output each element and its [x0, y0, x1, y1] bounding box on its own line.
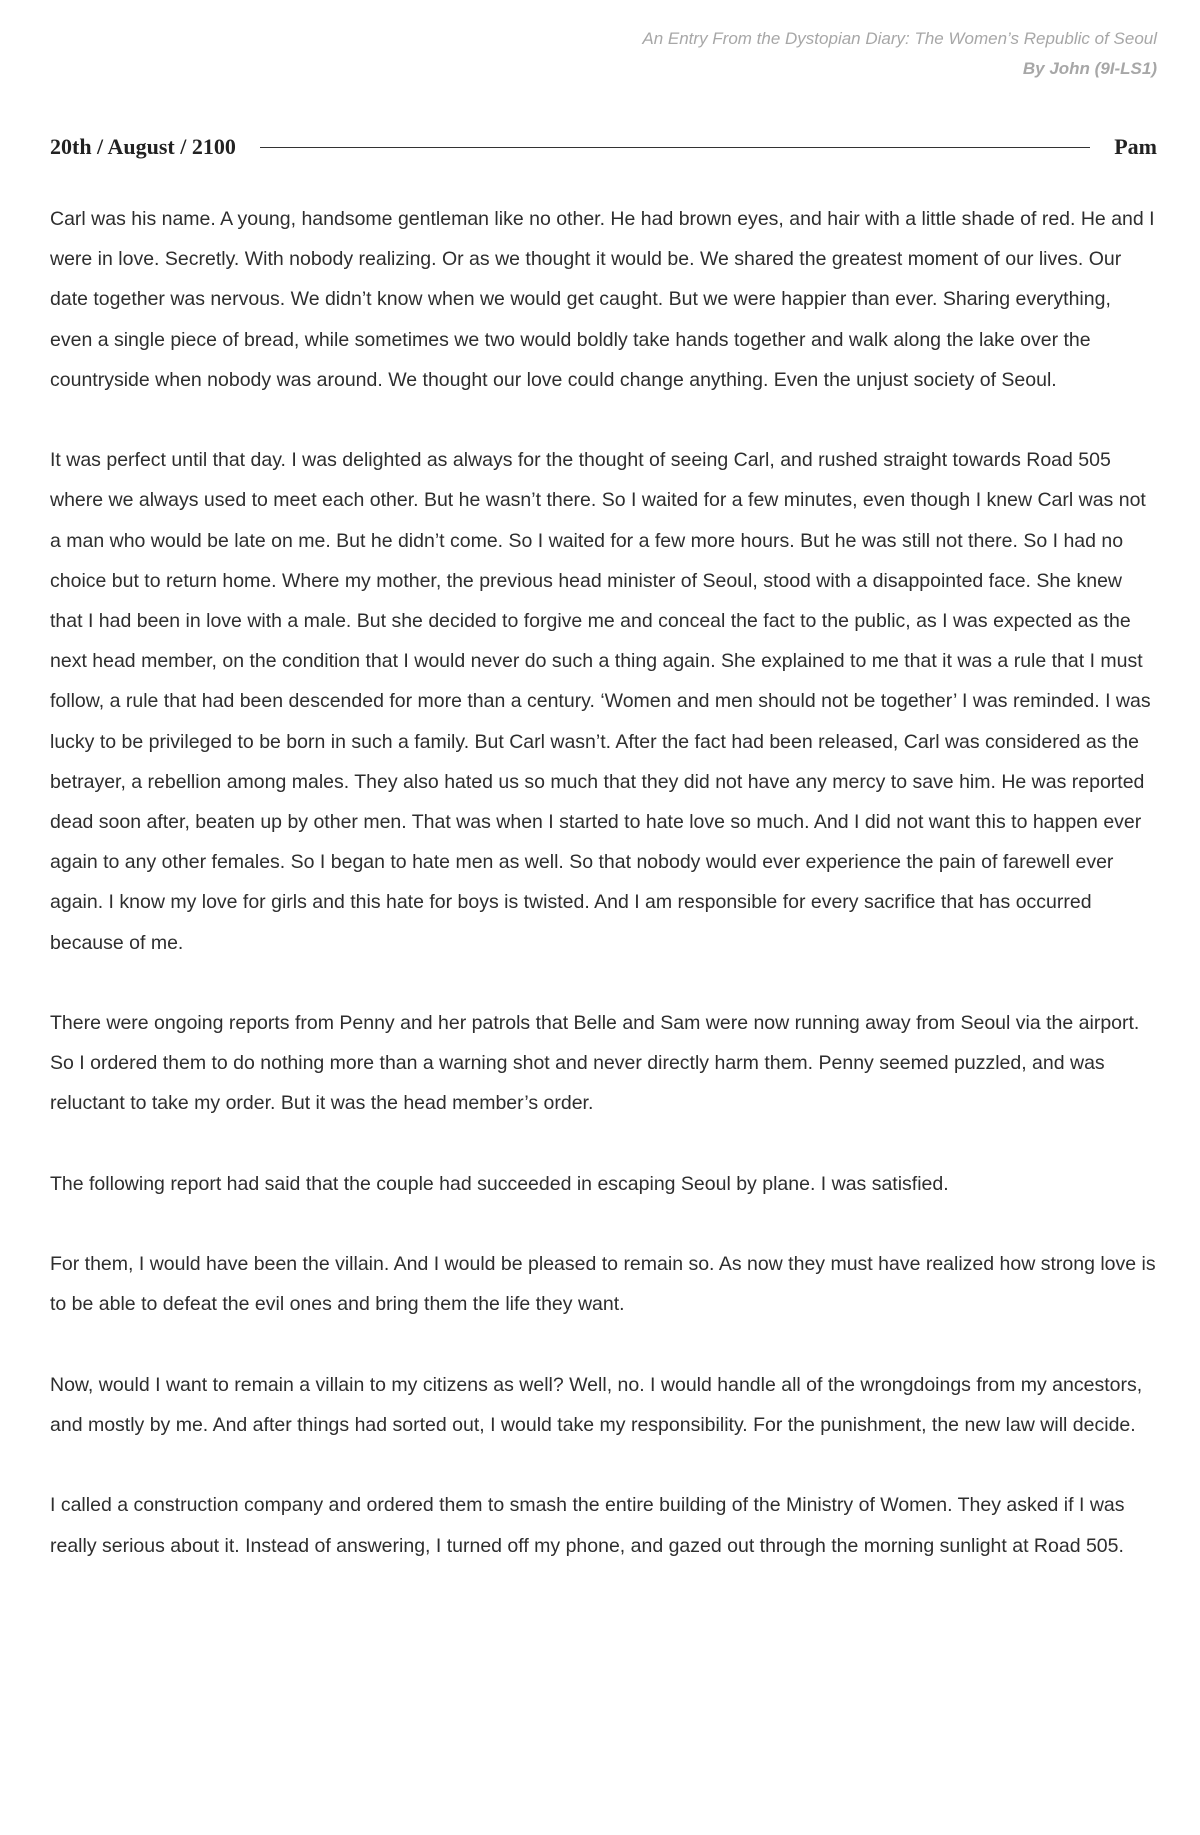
entry-date: 20th / August / 2100 [50, 134, 236, 159]
paragraph: I called a construction company and ordered them to smash the entire building of the Ministry of Women. They asked if I was really serious about it. Instead of answering, I turned off my phone, and gazed out through the morning sunlight at Road 505. [50, 1494, 1125, 1557]
entry-title: An Entry From the Dystopian Diary: The Women’s Republic of Seoul [642, 29, 1157, 48]
paragraph: It was perfect until that day. I was delighted as always for the thought of seeing Carl, and rushed straight towards Road 505 where we always used to meet each other. But he wasn’t there. So I waited for a few minutes, even though I knew Carl was not a man who would be late on me. But he didn’t come. So I waited for a few more hours. But he was still not there. So I had no choice but to return home. Where my mother, the previous head minister of Seoul, stood with a disappointed face. She knew that I had been in love with a male. But she decided to forgive me and conceal the fact to the public, as I was expected as the next head member, on the condition that I would never do such a thing again. She explained to me that it was a rule that I must follow, a rule that had been descended for more than a century. ‘Women and men should not be together’ I was reminded. I was lucky to be privileged to be born in such a family. But Carl wasn’t. After the fact had been released, Carl was considered as the betrayer, a rebellion among males. They also hated us so much that they did not have any mercy to save him. He was reported dead soon after, beaten up by other men. That was when I started to hate love so much. And I did not want this to happen ever again to any other females. So I began to hate men as well. So that nobody would ever experience the pain of farewell ever again. I know my love for girls and this hate for boys is twisted. And I am responsible for every sacrifice that has occurred because of me. [50, 449, 1151, 954]
paragraph: Carl was his name. A young, handsome gentleman like no other. He had brown eyes, and hair with a little shade of red. He and I were in love. Secretly. With nobody realizing. Or as we thought it would be. We shared the greatest moment of our lives. Our date together was nervous. We didn’t know when we would get caught. But we were happier than ever. Sharing everything, even a single piece of bread, while sometimes we two would boldly take hands together and walk along the lake over the countryside when nobody was around. We thought our love could change anything. Even the unjust society of Seoul. [50, 208, 1155, 391]
document-header [642, 24, 1157, 84]
entry-header [50, 132, 1157, 162]
paragraph: Now, would I want to remain a villain to my citizens as well? Well, no. I would handle all of the wrongdoings from my ancestors, and mostly by me. And after things had sorted out, I would take my responsibility. For the punishment, the new law will decide. [50, 1373, 1143, 1437]
entry-author: Pam [1114, 134, 1157, 159]
header-divider [260, 147, 1090, 148]
byline: By John (9I-LS1) [1022, 59, 1157, 78]
paragraph: For them, I would have been the villain. And I would be pleased to remain so. As now they must have realized how strong love is to be able to defeat the evil ones and bring them the life they want. [50, 1253, 1156, 1316]
paragraph: The following report had said that the couple had succeeded in escaping Seoul by plane. I was satisfied. [50, 1172, 949, 1195]
paragraph: There were ongoing reports from Penny and her patrols that Belle and Sam were now running away from Seoul via the airport. So I ordered them to do nothing more than a warning shot and never directly harm them. Penny seemed puzzled, and was reluctant to take my order. But it was the head member’s order. [50, 1012, 1140, 1115]
entry-body [50, 199, 1157, 1606]
